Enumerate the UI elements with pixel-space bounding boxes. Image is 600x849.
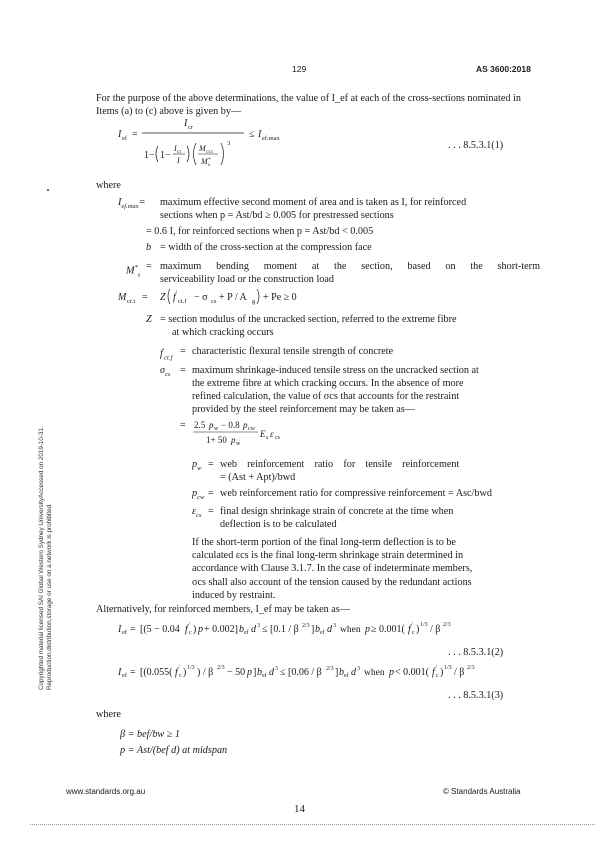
svg-text:b: b bbox=[315, 624, 320, 635]
svg-text:+ Pe ≥ 0: + Pe ≥ 0 bbox=[263, 292, 297, 303]
svg-text:w: w bbox=[236, 441, 241, 447]
def-pcw: web reinforcement ratio for compressive reinforcement = Asc/bwd bbox=[220, 488, 492, 499]
side-copyright-notice bbox=[38, 426, 54, 690]
where-label-2: where bbox=[96, 709, 121, 720]
svg-text:c: c bbox=[189, 630, 192, 636]
intro-paragraph bbox=[96, 92, 536, 118]
svg-text:): ) bbox=[440, 667, 444, 678]
def-z-1: = section modulus of the uncracked section, referred to the extreme fibre bbox=[160, 314, 457, 325]
svg-text:≤: ≤ bbox=[249, 129, 255, 140]
equals-ms: = bbox=[146, 261, 152, 272]
def-pw-2: = (Ast + Apt)/bwd bbox=[220, 472, 296, 483]
symbol-z: Z bbox=[146, 314, 152, 325]
svg-text:1−: 1− bbox=[160, 150, 171, 161]
def-ecs-1: final design shrinkage strain of concrete at the time when bbox=[220, 506, 454, 517]
svg-text:ef: ef bbox=[262, 673, 267, 679]
svg-text:/ β: / β bbox=[430, 624, 441, 635]
equation-3-ref: . . . 8.5.3.1(3) bbox=[448, 690, 504, 701]
symbol-ecs: $\varepsilon_{cs}$ bbox=[192, 506, 202, 520]
equals-pw: = bbox=[208, 459, 214, 470]
def-ms-1: maximum bending moment at the section, based on the short-term bbox=[160, 261, 540, 272]
svg-text:2/3: 2/3 bbox=[302, 623, 310, 629]
svg-text:cr: cr bbox=[188, 124, 194, 131]
svg-text:p: p bbox=[231, 435, 236, 445]
equals-fct: = bbox=[180, 346, 186, 357]
svg-text:*: * bbox=[208, 157, 211, 163]
svg-text:=: = bbox=[130, 624, 136, 635]
def-i-efmax-2: sections when p = Ast/bd ≥ 0.005 for prestressed sections bbox=[160, 210, 394, 221]
side-text-line-2: Reproduction,distribution,storage or use on a network is prohibited. bbox=[46, 503, 53, 690]
svg-text:ef: ef bbox=[122, 672, 128, 679]
svg-text:p: p bbox=[209, 420, 214, 430]
svg-text:f: f bbox=[432, 667, 435, 678]
stray-mark bbox=[47, 189, 49, 191]
svg-text:M: M bbox=[118, 292, 127, 303]
svg-text:I: I bbox=[118, 129, 122, 140]
svg-text:I: I bbox=[258, 129, 262, 140]
standard-code: AS 3600:2018 bbox=[476, 64, 531, 74]
svg-text:) / β: ) / β bbox=[197, 667, 214, 678]
svg-text:− σ: − σ bbox=[194, 292, 208, 303]
svg-text:3: 3 bbox=[227, 140, 231, 147]
equation-2-ref: . . . 8.5.3.1(2) bbox=[448, 647, 504, 658]
svg-text:cs: cs bbox=[211, 298, 217, 305]
svg-text:− 50: − 50 bbox=[227, 667, 246, 678]
equation-mcrt bbox=[118, 286, 318, 308]
footer-url: www.standards.org.au bbox=[66, 787, 146, 796]
svg-text:ε: ε bbox=[270, 429, 274, 439]
def-scs-3: refined calculation, the value of σcs that accounts for the restraint bbox=[192, 391, 460, 402]
svg-text:2/3: 2/3 bbox=[467, 665, 475, 671]
equation-1-ref: . . . 8.5.3.1(1) bbox=[448, 140, 504, 151]
svg-text:f: f bbox=[408, 624, 411, 635]
symbol-fct: $f'_{ct.f}$ bbox=[160, 348, 173, 362]
svg-text:s: s bbox=[208, 162, 211, 168]
footer-copyright: © Standards Australia bbox=[443, 787, 521, 796]
svg-text:cs: cs bbox=[275, 435, 280, 441]
def-z-2: at which cracking occurs bbox=[172, 327, 274, 338]
svg-text:ef: ef bbox=[344, 673, 349, 679]
svg-text:p: p bbox=[365, 624, 370, 635]
svg-text:s: s bbox=[266, 435, 269, 441]
svg-text:2/3: 2/3 bbox=[217, 665, 225, 671]
equation-1 bbox=[118, 116, 318, 178]
svg-text:f: f bbox=[185, 624, 188, 635]
svg-text:M: M bbox=[199, 144, 206, 153]
svg-text:[(5 − 0.04: [(5 − 0.04 bbox=[140, 624, 180, 635]
svg-text:): ) bbox=[416, 624, 420, 635]
symbol-pcw: $p_{cw}$ bbox=[192, 488, 205, 502]
svg-text:+ 0.002]: + 0.002] bbox=[204, 624, 238, 635]
svg-text:cr.t: cr.t bbox=[206, 149, 213, 155]
svg-text:3: 3 bbox=[275, 666, 278, 672]
svg-text:3: 3 bbox=[333, 623, 336, 629]
def-b: = width of the cross-section at the compression face bbox=[160, 242, 372, 253]
svg-text:1−: 1− bbox=[144, 150, 155, 161]
page-number-bottom: 14 bbox=[294, 803, 305, 815]
symbol-ms: $M^*_s$ bbox=[126, 264, 141, 279]
svg-text:I: I bbox=[118, 667, 122, 678]
svg-text:]: ] bbox=[311, 624, 315, 635]
short-term-1: If the short-term portion of the final long-term deflection is to be bbox=[192, 537, 456, 548]
svg-text:I: I bbox=[177, 156, 180, 165]
short-term-4: σcs shall also account of the tension caused by the redundant actions bbox=[192, 576, 472, 588]
svg-text:]: ] bbox=[335, 667, 339, 678]
svg-text:′: ′ bbox=[412, 622, 414, 628]
svg-text:=: = bbox=[130, 667, 136, 678]
svg-text:p: p bbox=[243, 420, 248, 430]
svg-text:ef: ef bbox=[320, 630, 325, 636]
svg-text:d: d bbox=[269, 667, 274, 678]
intro-text: For the purpose of the above determinations, the value of I_ef at each of the cross-sections nominated in Items (a) to (c) above is given by— bbox=[96, 93, 521, 118]
svg-text:=: = bbox=[180, 420, 186, 431]
svg-text:3: 3 bbox=[257, 623, 260, 629]
svg-text:′: ′ bbox=[176, 290, 178, 296]
svg-text:2/3: 2/3 bbox=[326, 666, 334, 672]
svg-text:2/3: 2/3 bbox=[443, 622, 451, 628]
def-alt: = 0.6 I, for reinforced sections when p = Ast/bd < 0.005 bbox=[146, 226, 374, 237]
svg-text:1/3: 1/3 bbox=[420, 622, 428, 628]
equation-3 bbox=[118, 660, 498, 682]
def-scs-2: the extreme fibre at which cracking occurs. In the absence of more bbox=[192, 378, 464, 389]
equals-ecs: = bbox=[208, 506, 214, 517]
svg-text:I: I bbox=[118, 624, 122, 635]
def-fct: characteristic flexural tensile strength of concrete bbox=[192, 346, 394, 357]
svg-text:p: p bbox=[247, 667, 252, 678]
equation-scs bbox=[176, 417, 286, 451]
svg-text:ef: ef bbox=[244, 630, 249, 636]
equation-2 bbox=[118, 618, 478, 638]
symbol-scs: $\sigma_{cs}$ bbox=[160, 365, 171, 379]
page-number-top: 129 bbox=[292, 64, 307, 74]
short-term-note bbox=[192, 536, 538, 602]
svg-text:cr.t: cr.t bbox=[127, 298, 136, 305]
svg-text:b: b bbox=[339, 667, 344, 678]
svg-text:): ) bbox=[193, 624, 197, 635]
svg-text:3: 3 bbox=[357, 666, 360, 672]
svg-text:[(0.055(: [(0.055( bbox=[140, 667, 173, 678]
svg-text:≤ [0.1 / β: ≤ [0.1 / β bbox=[262, 624, 299, 635]
symbol-b: b bbox=[146, 242, 152, 253]
def-ms-2: serviceability load or the construction load bbox=[160, 274, 334, 285]
def-scs-1: maximum shrinkage-induced tensile stress on the uncracked section at bbox=[192, 365, 479, 376]
svg-text:′: ′ bbox=[436, 665, 438, 671]
svg-text:when: when bbox=[340, 625, 361, 635]
svg-text:E: E bbox=[260, 429, 266, 439]
svg-text:d: d bbox=[327, 624, 332, 635]
svg-text:≥ 0.001(: ≥ 0.001( bbox=[371, 624, 405, 635]
equals-pcw: = bbox=[208, 488, 214, 499]
svg-text:when: when bbox=[364, 668, 385, 678]
svg-text:f: f bbox=[173, 292, 176, 303]
svg-text:M: M bbox=[201, 157, 208, 166]
svg-text:/ β: / β bbox=[454, 667, 465, 678]
svg-text:w: w bbox=[214, 426, 219, 432]
svg-text:cw: cw bbox=[248, 426, 255, 432]
short-term-2: calculated εcs is the final long-term shrinkage strain determined in bbox=[192, 550, 464, 562]
svg-text:I: I bbox=[184, 118, 188, 129]
svg-text:− 0.8: − 0.8 bbox=[221, 420, 240, 430]
svg-text:g: g bbox=[252, 298, 256, 305]
svg-text:′: ′ bbox=[179, 665, 181, 671]
svg-text:b: b bbox=[257, 667, 262, 678]
svg-text:d: d bbox=[251, 624, 256, 635]
svg-text:< 0.001(: < 0.001( bbox=[395, 667, 429, 678]
svg-text:I: I bbox=[174, 144, 177, 153]
svg-text:c: c bbox=[412, 630, 415, 636]
short-term-5: induced by restraint. bbox=[192, 589, 276, 601]
svg-text:+ P / A: + P / A bbox=[219, 292, 247, 303]
bottom-rule bbox=[30, 824, 595, 825]
svg-text:d: d bbox=[351, 667, 356, 678]
equals-scs: = bbox=[180, 365, 186, 376]
symbol-i-efmax: $I_{ef.max}=$ bbox=[118, 197, 146, 211]
svg-text:): ) bbox=[183, 667, 187, 678]
def-pw-1: web reinforcement ratio for tensile reinforcement bbox=[220, 459, 460, 470]
def-i-efmax-1: maximum effective second moment of area and is taken as I, for reinforced bbox=[160, 197, 467, 208]
def-scs-4: provided by the steel reinforcement may be taken as— bbox=[192, 404, 415, 415]
where-label-1: where bbox=[96, 180, 121, 191]
svg-text:Z: Z bbox=[160, 292, 166, 303]
def-ecs-2: deflection is to be calculated bbox=[220, 519, 337, 530]
svg-text:ef: ef bbox=[122, 629, 128, 636]
svg-text:cr: cr bbox=[177, 149, 182, 155]
svg-text:f: f bbox=[175, 667, 178, 678]
svg-text:c: c bbox=[436, 673, 439, 679]
p-definition: p = Ast/(bef d) at midspan bbox=[120, 745, 228, 756]
svg-text:1+ 50: 1+ 50 bbox=[206, 435, 227, 445]
svg-text:b: b bbox=[239, 624, 244, 635]
svg-text:p: p bbox=[198, 624, 203, 635]
symbol-pw: $p_w$ bbox=[192, 459, 202, 473]
beta-definition: β = bef/bw ≥ 1 bbox=[120, 729, 180, 740]
svg-text:]: ] bbox=[253, 667, 257, 678]
svg-text:2.5: 2.5 bbox=[194, 420, 206, 430]
svg-text:=: = bbox=[132, 129, 138, 140]
svg-text:p: p bbox=[389, 667, 394, 678]
svg-text:c: c bbox=[179, 673, 182, 679]
svg-text:ct.f: ct.f bbox=[178, 298, 187, 305]
side-text-line-1: Copyrighted material licensed SAI Global Western Sydney UniversityAccessed on 2019-10-31. bbox=[38, 426, 45, 690]
alt-paragraph: Alternatively, for reinforced members, I_ef may be taken as— bbox=[96, 604, 350, 615]
svg-text:=: = bbox=[142, 292, 148, 303]
svg-text:′: ′ bbox=[189, 622, 191, 628]
svg-text:≤ [0.06 / β: ≤ [0.06 / β bbox=[280, 667, 322, 678]
svg-text:1/3: 1/3 bbox=[187, 665, 195, 671]
svg-text:ef.max: ef.max bbox=[262, 135, 280, 142]
svg-text:1/3: 1/3 bbox=[444, 665, 452, 671]
short-term-3: accordance with Clause 3.1.7. In the case of indeterminate members, bbox=[192, 563, 473, 575]
svg-text:ef: ef bbox=[122, 135, 128, 142]
